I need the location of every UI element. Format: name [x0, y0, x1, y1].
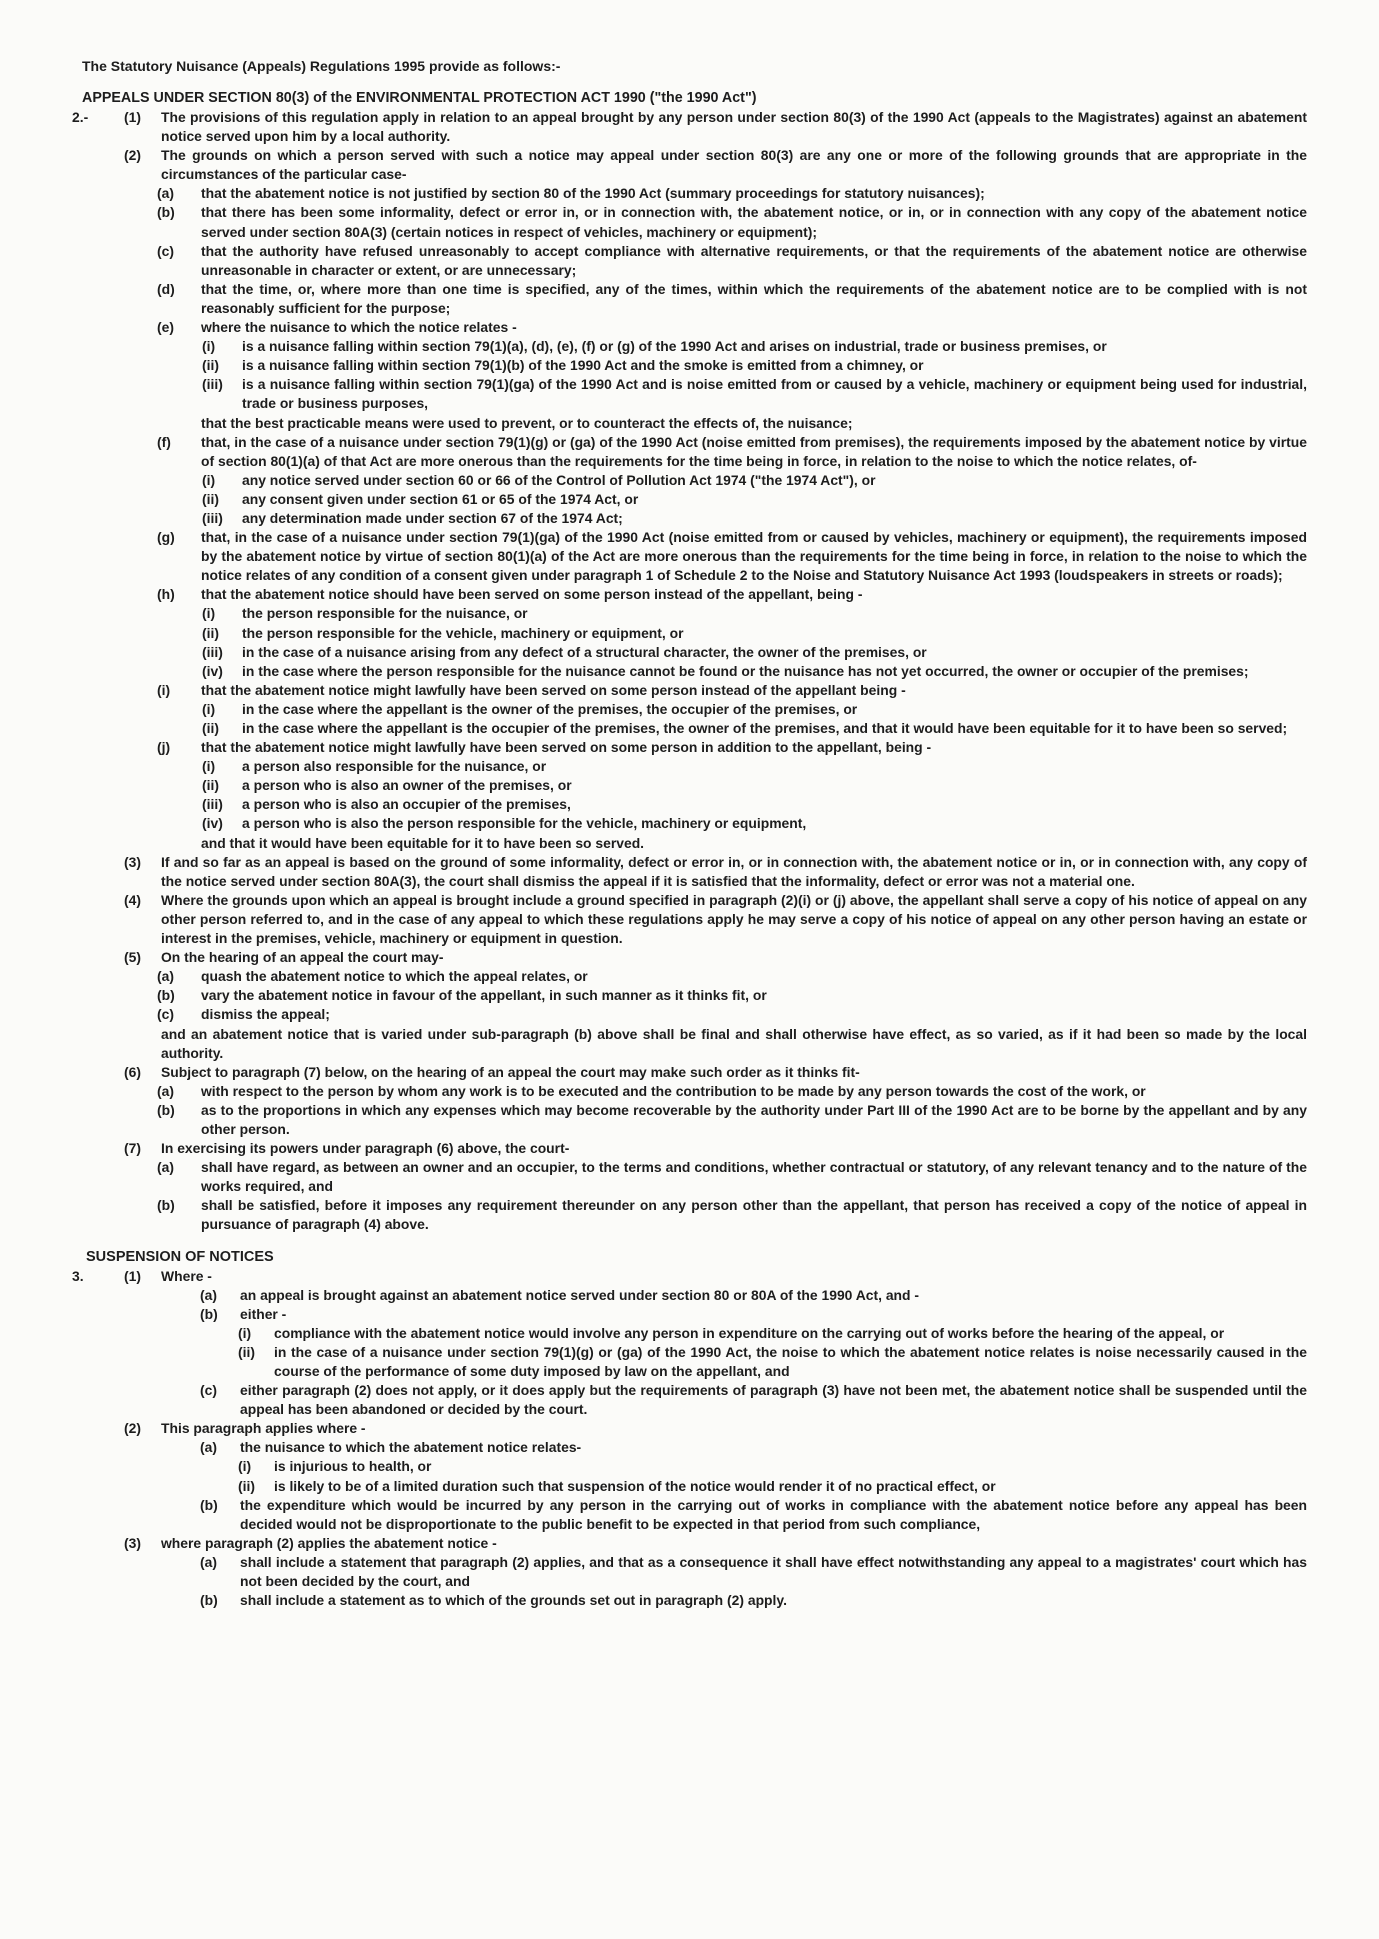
- clause-text: shall include a statement that paragraph (2) applies, and that as a consequence it shall have effect notwithstanding any appeal to a magistrates' court which has not been decided by the court, and: [240, 1553, 1307, 1590]
- clause-text: Where -: [161, 1267, 212, 1284]
- clause-label: (b): [200, 1305, 218, 1322]
- clause: [72, 1286, 1307, 1305]
- clause-label: (i): [202, 605, 216, 622]
- clause-text: that the authority have refused unreasonably to accept compliance with alternative requirements, or that the requirements of the abatement notice are otherwise unreasonable in character or extent, or are unnecessary;: [201, 242, 1307, 278]
- clause-label: (b): [157, 987, 175, 1004]
- clause-label: (a): [200, 1286, 217, 1303]
- clause-text: any determination made under section 67 of the 1974 Act;: [242, 509, 623, 526]
- clause-text: that the abatement notice should have been served on some person instead of the appellant, being -: [201, 586, 863, 603]
- clause-text: quash the abatement notice to which the appeal relates, or: [201, 968, 588, 985]
- clause-label: (3): [124, 1534, 141, 1551]
- section-number: 3.: [72, 1267, 84, 1284]
- clause: [72, 604, 1307, 623]
- clause-label: (i): [238, 1458, 252, 1475]
- clause-text: a person who is also an owner of the premises, or: [242, 777, 572, 794]
- clause-text: The grounds on which a person served with such a notice may appeal under section 80(3) are any one or more of the following grounds that are appropriate in the circumstances of the particular case-: [161, 147, 1307, 183]
- clause-label: (h): [157, 586, 175, 603]
- clause-text: In exercising its powers under paragraph (6) above, the court-: [161, 1140, 570, 1157]
- clause: [72, 375, 1307, 413]
- clause-text: any notice served under section 60 or 66 of the Control of Pollution Act 1974 ("the 1974 Act"), or: [242, 471, 876, 488]
- clause-text: Where the grounds upon which an appeal is brought include a ground specified in paragraph (2)(i) or (j) above, the appellant shall serve a copy of his notice of appeal on any other person referred to, and in the case of any appeal to which these regulations apply he may serve a copy of his notice of appeal on any other person having an estate or interest in the premises, vehicle, machinery or equipment in question.: [161, 891, 1307, 947]
- clause: [72, 1267, 1307, 1286]
- clause: [72, 1438, 1307, 1457]
- clause: [72, 528, 1307, 585]
- clause: [72, 986, 1307, 1005]
- clause: [72, 719, 1307, 738]
- clause-label: (b): [157, 1197, 175, 1214]
- clause: [72, 643, 1307, 662]
- clause: [72, 585, 1307, 604]
- clause-label: (iv): [202, 815, 223, 832]
- clause-label: (ii): [238, 1343, 255, 1360]
- clause: [72, 1005, 1307, 1024]
- clause-label: (b): [200, 1496, 218, 1513]
- clause-text: compliance with the abatement notice would involve any person in expenditure on the carrying out of works before the hearing of the appeal, or: [274, 1324, 1225, 1341]
- clause: [72, 1324, 1307, 1343]
- clause: [72, 433, 1307, 471]
- clause-label: (a): [157, 1159, 174, 1176]
- clause: [72, 1496, 1307, 1534]
- clause-label: (ii): [202, 720, 219, 736]
- clause: [72, 1101, 1307, 1139]
- clause-text: is likely to be of a limited duration such that suspension of the notice would render it of no practical effect, or: [274, 1477, 996, 1494]
- clause: [72, 242, 1307, 280]
- clause: [72, 203, 1307, 241]
- clause-label: (i): [238, 1324, 252, 1341]
- clause: [72, 795, 1307, 814]
- clause-label: (iv): [202, 662, 223, 679]
- clause-label: (1): [124, 1267, 141, 1284]
- clause: [72, 1305, 1307, 1324]
- clause-text: is a nuisance falling within section 79(1)(a), (d), (e), (f) or (g) of the 1990 Act and arises on industrial, trade or business premises, or: [242, 338, 1107, 355]
- clause-text: a person who is also an occupier of the premises,: [242, 796, 571, 813]
- clause-label: (a): [200, 1553, 217, 1570]
- clause: [72, 700, 1307, 719]
- clause: [72, 853, 1307, 891]
- clause-label: (c): [157, 242, 174, 259]
- clause-text: that there has been some informality, defect or error in, or in connection with, the abatement notice, or in, or in connection with any copy of the abatement notice served under section 80A(3) (certain notices in respect of vehicles, machinery or equipment);: [201, 204, 1307, 240]
- clause-text: vary the abatement notice in favour of the appellant, in such manner as it thinks fit, or: [201, 987, 767, 1004]
- clause-text: a person also responsible for the nuisance, or: [242, 758, 547, 775]
- clause-label: (2): [124, 1420, 141, 1437]
- clause-text: either -: [240, 1305, 287, 1322]
- clause-label: (a): [157, 968, 174, 985]
- clause-label: (3): [124, 853, 141, 870]
- clause: [72, 1025, 1307, 1063]
- clause: [72, 738, 1307, 757]
- clause: [72, 662, 1307, 681]
- clause: [72, 834, 1307, 853]
- clause-text: and an abatement notice that is varied under sub-paragraph (b) above shall be final and shall otherwise have effect, as so varied, as if it had been so made by the local authority.: [161, 1025, 1307, 1061]
- clause: [72, 891, 1307, 948]
- clause: [72, 1591, 1307, 1610]
- clause: [72, 1534, 1307, 1553]
- clause: [72, 624, 1307, 643]
- clause-text: where the nuisance to which the notice relates -: [201, 319, 517, 336]
- clause-label: (iii): [202, 643, 223, 660]
- clause-text: the person responsible for the nuisance, or: [242, 605, 528, 622]
- clause-text: either paragraph (2) does not apply, or it does apply but the requirements of paragraph (3) have not been met, the abatement notice shall be suspended until the appeal has been abandoned or decided by the court.: [240, 1382, 1307, 1418]
- clause-text: with respect to the person by whom any work is to be executed and the contribution to be made by any person towards the cost of the work, or: [201, 1082, 1146, 1099]
- clause: [72, 490, 1307, 509]
- clause-label: (i): [202, 471, 216, 488]
- clause-label: (g): [157, 529, 175, 546]
- clause-label: (j): [157, 739, 171, 756]
- clause-label: (b): [157, 204, 175, 221]
- clause: [72, 681, 1307, 700]
- clause-label: (b): [157, 1101, 175, 1118]
- clause: [72, 967, 1307, 986]
- clause-text: The provisions of this regulation apply in relation to an appeal brought by any person under section 80(3) of the 1990 Act (appeals to the Magistrates) against an abatement notice served upon him by a local authority.: [161, 109, 1307, 145]
- clause-text: that the time, or, where more than one time is specified, any of the times, within which the requirements of the abatement notice are to be complied with is not reasonably sufficient for the purpose;: [201, 280, 1307, 316]
- clause-text: is a nuisance falling within section 79(1)(b) of the 1990 Act and the smoke is emitted from a chimney, or: [242, 357, 924, 374]
- clause-text: that the abatement notice might lawfully have been served on some person in addition to the appellant, being -: [201, 739, 932, 756]
- clause-label: (6): [124, 1063, 141, 1080]
- clause-text: is injurious to health, or: [274, 1458, 432, 1475]
- clause: [72, 1082, 1307, 1101]
- clause-text: that the best practicable means were used to prevent, or to counteract the effects of, the nuisance;: [201, 414, 853, 431]
- clause-label: (a): [200, 1439, 217, 1456]
- clause-label: (a): [157, 1082, 174, 1099]
- clause: [72, 1158, 1307, 1196]
- clause: [72, 318, 1307, 337]
- clause: [72, 1553, 1307, 1591]
- clause: [72, 471, 1307, 490]
- clause: [72, 184, 1307, 203]
- regulation-2: [72, 108, 1307, 1235]
- heading-suspension-of-notices: SUSPENSION OF NOTICES: [86, 1248, 274, 1265]
- clause: [72, 356, 1307, 375]
- clause: [72, 337, 1307, 356]
- clause: [72, 1457, 1307, 1476]
- clause-text: is a nuisance falling within section 79(1)(ga) of the 1990 Act and is noise emitted from or caused by a vehicle, machinery or equipment being used for industrial, trade or business purposes,: [242, 376, 1307, 412]
- clause: [72, 509, 1307, 528]
- clause-text: in the case of a nuisance arising from any defect of a structural character, the owner of the premises, or: [242, 643, 927, 660]
- clause-text: that, in the case of a nuisance under section 79(1)(ga) of the 1990 Act (noise emitted from or caused by vehicles, machinery or equipment), the requirements imposed by the abatement notice by virtue of section 80(1)(a) of the Act are more onerous than the requirements for the time being in force, in relation to the noise to which the notice relates of any condition of a consent given under paragraph 1 of Schedule 2 to the Noise and Statutory Nuisance Act 1993 (loudspeakers in streets or roads);: [201, 529, 1307, 584]
- clause-label: (i): [202, 700, 216, 717]
- clause-label: (iii): [202, 376, 223, 393]
- section-number: 2.-: [72, 109, 89, 125]
- clause: [72, 1343, 1307, 1381]
- heading-appeals: APPEALS UNDER SECTION 80(3) of the ENVIRONMENTAL PROTECTION ACT 1990 ("the 1990 Act"): [82, 90, 757, 106]
- clause-label: (b): [200, 1592, 218, 1609]
- clause: [72, 414, 1307, 433]
- clause-text: the nuisance to which the abatement notice relates-: [240, 1439, 582, 1456]
- clause-text: that the abatement notice is not justified by section 80 of the 1990 Act (summary proceedings for statutory nuisances);: [201, 185, 985, 202]
- clause-text: any consent given under section 61 or 65 of the 1974 Act, or: [242, 490, 639, 507]
- clause-label: (ii): [202, 777, 219, 794]
- clause-text: that, in the case of a nuisance under section 79(1)(g) or (ga) of the 1990 Act (noise emitted from premises), the requirements imposed by the abatement notice by virtue of section 80(1)(a) of that Act are more onerous than the requirements for the time being in force, in relation to the noise to which the notice relates, of-: [201, 433, 1307, 469]
- clause: [72, 108, 1307, 146]
- clause-label: (d): [157, 280, 175, 297]
- clause: [72, 1063, 1307, 1082]
- document-intro: The Statutory Nuisance (Appeals) Regulations 1995 provide as follows:-: [82, 58, 561, 74]
- clause: [72, 1196, 1307, 1234]
- clause-text: dismiss the appeal;: [201, 1006, 330, 1023]
- clause-label: (i): [157, 681, 171, 698]
- clause: [72, 948, 1307, 967]
- clause: [72, 814, 1307, 833]
- clause: [72, 1381, 1307, 1419]
- clause-label: (c): [200, 1382, 217, 1399]
- clause-label: (iii): [202, 509, 223, 526]
- clause-text: This paragraph applies where -: [161, 1420, 366, 1437]
- clause-label: (7): [124, 1140, 141, 1157]
- clause-label: (i): [202, 338, 216, 355]
- clause-label: (e): [157, 319, 174, 336]
- clause-text: as to the proportions in which any expenses which may become recoverable by the authority under Part III of the 1990 Act are to be borne by the appellant and by any other person.: [201, 1101, 1307, 1137]
- clause-text: in the case of a nuisance under section 79(1)(g) or (ga) of the 1990 Act, the noise to which the abatement notice relates is noise necessarily caused in the course of the performance of some duty imposed by law on the appellant, and: [274, 1343, 1307, 1379]
- clause-label: (f): [157, 433, 171, 450]
- clause-label: (5): [124, 949, 141, 966]
- clause: [72, 1419, 1307, 1438]
- clause-text: shall include a statement as to which of the grounds set out in paragraph (2) apply.: [240, 1592, 787, 1609]
- clause: [72, 280, 1307, 318]
- clause-label: (ii): [238, 1477, 255, 1494]
- clause-text: an appeal is brought against an abatement notice served under section 80 or 80A of the 1990 Act, and -: [240, 1286, 920, 1303]
- clause: [72, 776, 1307, 795]
- clause-label: (iii): [202, 796, 223, 813]
- clause-text: Subject to paragraph (7) below, on the hearing of an appeal the court may make such order as it thinks fit-: [161, 1063, 860, 1080]
- clause-label: (ii): [202, 357, 219, 374]
- clause-text: shall be satisfied, before it imposes any requirement thereunder on any person other than the appellant, that person has received a copy of the notice of appeal in pursuance of paragraph (4) above.: [201, 1197, 1307, 1233]
- clause-text: where paragraph (2) applies the abatement notice -: [161, 1534, 497, 1551]
- clause-text: that the abatement notice might lawfully have been served on some person instead of the appellant being -: [201, 681, 906, 698]
- clause: [72, 1139, 1307, 1158]
- clause-text: in the case where the person responsible for the nuisance cannot be found or the nuisance has not yet occurred, the owner or occupier of the premises;: [242, 662, 1249, 679]
- clause-label: (4): [124, 891, 141, 908]
- clause-text: shall have regard, as between an owner and an occupier, to the terms and conditions, whether contractual or statutory, of any relevant tenancy and to the nature of the works required, and: [201, 1159, 1307, 1195]
- clause: [72, 757, 1307, 776]
- clause-text: the person responsible for the vehicle, machinery or equipment, or: [242, 624, 684, 641]
- regulation-3: [72, 1267, 1307, 1611]
- clause-text: in the case where the appellant is the occupier of the premises, the owner of the premises, and that it would have been equitable for it to have been so served;: [242, 720, 1288, 736]
- clause-label: (c): [157, 1006, 174, 1023]
- clause-label: (ii): [202, 624, 219, 641]
- clause: [72, 1477, 1307, 1496]
- clause-label: (2): [124, 147, 141, 164]
- clause-label: (1): [124, 109, 141, 125]
- clause-label: (a): [157, 185, 174, 202]
- clause-text: the expenditure which would be incurred by any person in the carrying out of works in compliance with the abatement notice before any appeal has been decided would not be disproportionate to the public benefit to be expected in that period from such compliance,: [240, 1496, 1307, 1532]
- clause-text: a person who is also the person responsible for the vehicle, machinery or equipment,: [242, 815, 807, 832]
- clause: [72, 146, 1307, 184]
- clause-text: in the case where the appellant is the owner of the premises, the occupier of the premises, or: [242, 700, 858, 717]
- clause-text: If and so far as an appeal is based on the ground of some informality, defect or error in, or in connection with, the abatement notice or in, or in connection with, any copy of the notice served under section 80A(3), the court shall dismiss the appeal if it is satisfied that the informality, defect or error was not a material one.: [161, 853, 1307, 889]
- clause-label: (i): [202, 758, 216, 775]
- clause-label: (ii): [202, 490, 219, 507]
- clause-text: and that it would have been equitable for it to have been so served.: [201, 834, 645, 851]
- clause-text: On the hearing of an appeal the court may-: [161, 949, 444, 966]
